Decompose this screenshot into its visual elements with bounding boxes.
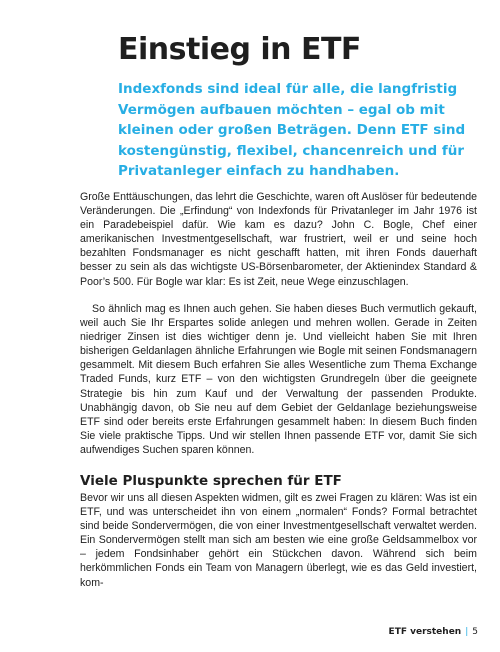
- section-heading: Viele Pluspunkte sprechen für ETF: [80, 473, 342, 489]
- body-paragraph-3: Bevor wir uns all diesen Aspekten widmen, gilt es zwei Fragen zu klären: Was ist ein ETF, und was unterscheidet ihn von einem „normalen“ Fonds? Formal betrachtet sind beide Sondervermögen, die von einer Investmentgesellschaft verwaltet werden. Ein Sondervermögen stellt man sich am besten wie eine große Geldsammelbox vor – jedem Fondsinhaber gehört ein Stückchen davon. Während sich beim herkömmlichen Fonds ein Team von Managern überlegt, wie es das Geld investiert, kom-: [80, 492, 477, 589]
- lead-paragraph: Indexfonds sind ideal für alle, die langfristig Vermögen aufbauen möchten – egal ob mit kleinen oder großen Beträgen. Denn ETF sind kostengünstig, flexibel, chancenreich und für Privatanleger einfach zu handhaben.: [118, 81, 466, 179]
- body-paragraph-1: Große Enttäuschungen, das lehrt die Geschichte, waren oft Auslöser für bedeutende Veränderungen. Die „Erfindung“ von Indexfonds für Privatanleger im Jahr 1976 ist ein Paradebeispiel dafür. Wie kam es dazu? John C. Bogle, Chef einer amerikanischen Investmentgesellschaft, war frustriert, weil er und seine hoch bezahlten Fondsmanager es nicht geschafft hatten, mit ihren Fonds dauerhaft besser zu sein als das wichtigste US-Börsenbarometer, der Aktienindex Standard & Poor’s 500. Für Bogle war klar: Es ist Zeit, neue Wege einzuschlagen.: [80, 191, 477, 288]
- footer-section-label: ETF verstehen: [388, 627, 462, 637]
- footer-separator: |: [465, 627, 469, 637]
- page-footer: [389, 627, 478, 637]
- page-number: 5: [472, 627, 478, 637]
- chapter-title: Einstieg in ETF: [118, 32, 361, 67]
- body-paragraph-2: So ähnlich mag es Ihnen auch gehen. Sie haben dieses Buch vermutlich gekauft, weil auch Sie Ihr Erspartes solide anlegen und mehren wollen. Gerade in Zeiten niedriger Zinsen ist dies wichtiger denn je. Und vielleicht haben Sie mit Ihren bisherigen Geldanlagen ähnliche Erfahrungen wie Bogle mit seinen Fondsmanagern gesammelt. Mit diesem Buch erfahren Sie alles Wesentliche zum Thema Exchange Traded Funds, kurz ETF – von den wichtigsten Grundregeln über die geeignete Strategie bis hin zum Kauf und der Verwaltung der passenden Produkte. Unabhängig davon, ob Sie neu auf dem Gebiet der Geldanlage beziehungsweise ETF sind oder bereits erste Erfahrungen gesammelt haben: In diesem Buch finden Sie viele praktische Tipps. Und wir stellen Ihnen passende ETF vor, damit Sie sich aufwendiges Suchen sparen können.: [80, 303, 477, 456]
